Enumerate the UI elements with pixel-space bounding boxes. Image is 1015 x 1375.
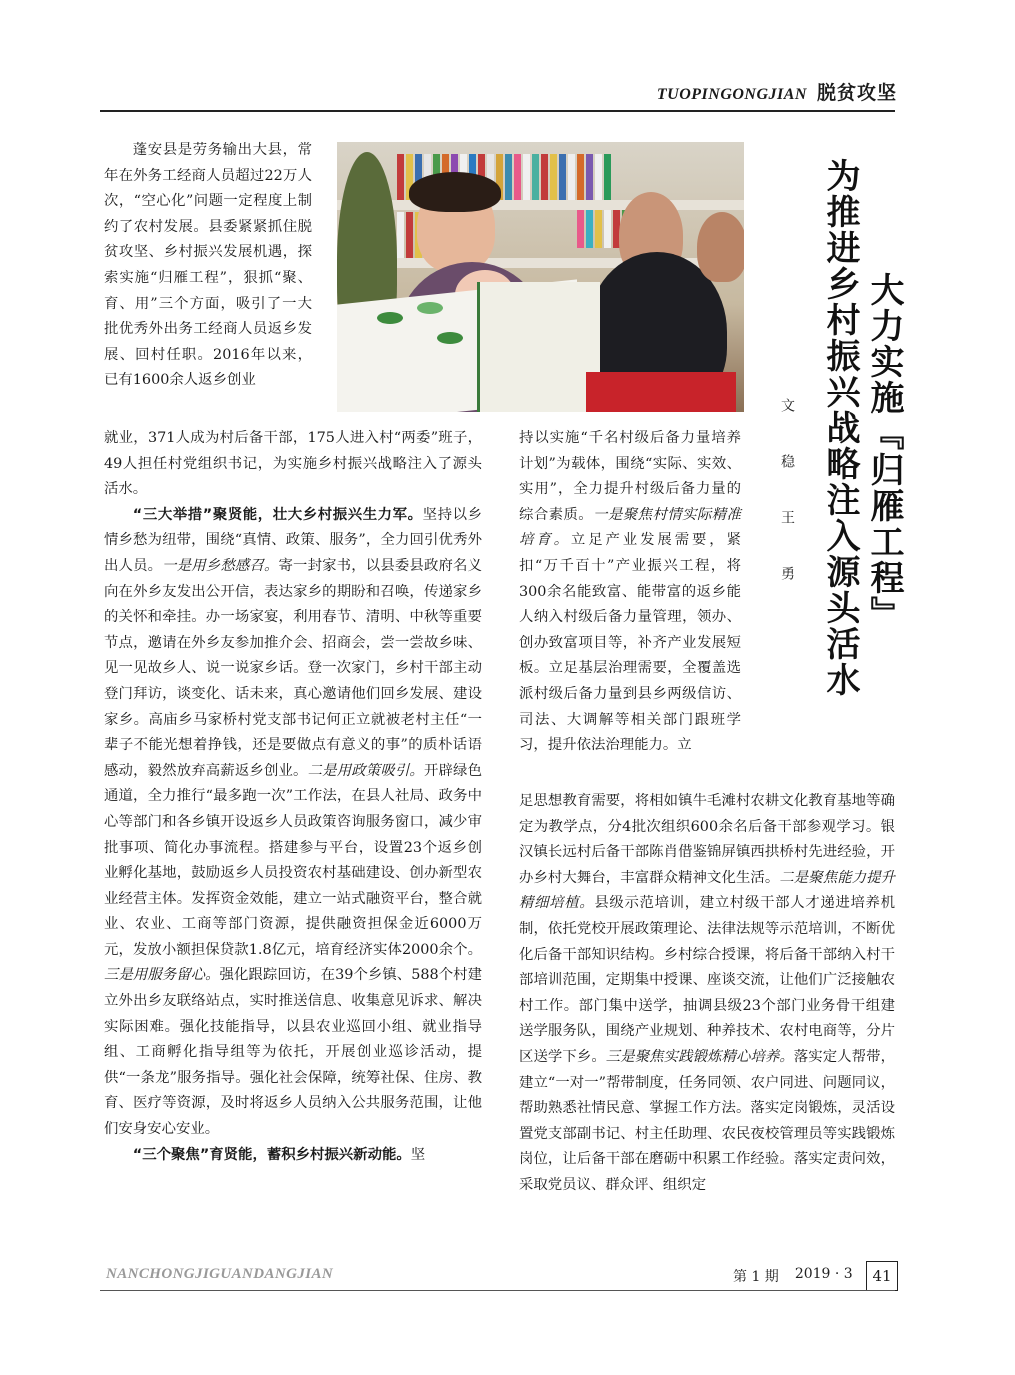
author-byline: 文 稳 王 勇 <box>779 398 795 593</box>
header-section: 脱贫攻坚 <box>816 82 897 104</box>
issue-date: 2019 · 3 <box>794 1266 853 1282</box>
issue-number: 第 1 期 <box>733 1269 779 1285</box>
footer-publication: NANCHONGJIGUANDANGJIAN <box>106 1266 334 1282</box>
header-rule <box>100 110 895 112</box>
left-column-body <box>104 426 482 1168</box>
section-heading-2: “三个聚焦”育贤能，蓄积乡村振兴新动能。 <box>132 1146 411 1163</box>
header-pinyin: TUOPINGONGJIAN <box>656 86 807 103</box>
article-subtitle: 大力实施『归雁工程』 <box>864 272 904 632</box>
article-photo <box>337 142 744 412</box>
footer-issue <box>733 1266 853 1286</box>
article-title: 为推进乡村振兴战略注入源头活水 <box>820 158 860 698</box>
intro-paragraph: 蓬安县是劳务输出大县，常年在外务工经商人员超过22万人次，“空心化”问题一定程度上制约了农村发展。县委紧紧抓住脱贫攻坚、乡村振兴发展机遇，探索实施“归雁工程”，狠抓“聚、育、用”三个方面，吸引了一大批优秀外出务工经商人员返乡发展、回村任职。2016年以来，已有1600余人返乡创业 <box>104 142 312 389</box>
page-number: 41 <box>866 1261 898 1291</box>
section-heading-1: “三大举措”聚贤能，壮大乡村振兴生力军。 <box>132 506 423 523</box>
point-heading: 二是用政策吸引。 <box>307 762 424 779</box>
right-paragraph: 持以实施“千名村级后备力量培养计划”为载体，围绕“实际、实效、实用”，全力提升村级后备力量的综合素质。一是聚焦村情实际精准培育。立足产业发展需要，紧扣“万千百十”产业振兴工程，将300余名能致富、能带富的返乡能人纳入村级后备力量管理，领办、创办致富项目等，补齐产业发展短板。立足基层治理需要，全覆盖选派村级后备力量到县乡两级信访、司法、大调解等相关部门跟班学习，提升依法治理能力。立 <box>519 430 741 754</box>
section-paragraph-1: “三大举措”聚贤能，壮大乡村振兴生力军。坚持以乡情乡愁为纽带，围绕“真情、政策、服务”，全力回引优秀外出人员。一是用乡愁感召。寄一封家书，以县委县政府名义向在外乡友发出公开信，表达家乡的期盼和召唤，传递家乡的关怀和牵挂。办一场家宴，利用春节、清明、中秋等重要节点，邀请在外乡友参加推介会、招商会，尝一尝故乡味、见一见故乡人、说一说家乡话。登一次家门，乡村干部主动登门拜访，谈变化、话未来，真心邀请他们回乡发展、建设家乡。高庙乡马家桥村党支部书记何正立就被老村主任“一辈子不能光想着挣钱，还是要做点有意义的事”的质朴话语感动，毅然放弃高薪返乡创业。二是用政策吸引。开辟绿色通道，全力推行“最多跑一次”工作法，在县人社局、政务中心等部门和各乡镇开设返乡人员政策咨询服务窗口，减少审批事项、简化办事流程。搭建参与平台，设置23个返乡创业孵化基地，鼓励返乡人员投资农村基础建设、创办新型农业经营主体。发挥资金效能，建立一站式融资平台，整合就业、农业、工商等部门资源，提供融资担保金近6000万元，发放小额担保贷款1.8亿元，培育经济实体2000余个。三是用服务留心。强化跟踪回访，在39个乡镇、588个村建立外出乡友联络站点，实时推送信息、收集意见诉求、解决实际困难。强化技能指导，以县农业巡回小组、就业指导组、工商孵化指导组等为依托，开展创业巡诊活动，提供“一条龙”服务指导。强化社会保障，统筹社保、住房、教育、医疗等资源，及时将返乡人员纳入公共服务范围，让他们安身安心安业。 <box>104 506 482 1138</box>
section-paragraph-2: “三个聚焦”育贤能，蓄积乡村振兴新动能。坚 <box>132 1146 426 1163</box>
footer-rule <box>100 1290 895 1291</box>
point-heading: 三是用服务留心。 <box>104 967 220 984</box>
right-column-body <box>519 789 895 1199</box>
point-heading: 三是聚焦实践锻炼精心培养。 <box>605 1048 794 1065</box>
intro-column-top <box>104 138 312 394</box>
right-paragraph: 足思想教育需要，将相如镇牛毛滩村农耕文化教育基地等确定为教学点，分4批次组织600余名后备干部参观学习。银汉镇长远村后备干部陈肖借鉴锦屏镇西拱桥村先进经验，开办乡村大舞台，丰富群众精神文化生活。二是聚焦能力提升精细培植。县级示范培训，建立村级干部人才递进培养机制，依托党校开展政策理论、法律法规等示范培训，不断优化后备干部知识结构。乡村综合授课，将后备干部纳入村干部培训范围，定期集中授课、座谈交流，让他们广泛接触农村工作。部门集中送学，抽调县级23个部门业务骨干组建送学服务队，围绕产业规划、种养技术、农村电商等，分片区送学下乡。三是聚焦实践锻炼精心培养。落实定人帮带，建立“一对一”帮带制度，任务同领、农户同进、问题同议，帮助熟悉社情民意、掌握工作方法。落实定岗锻炼，灵活设置党支部副书记、村主任助理、农民夜校管理员等实践锻炼岗位，让后备干部在磨砺中积累工作经验。落实定责问效，采取党员议、群众评、组织定 <box>519 793 895 1193</box>
point-heading: 二是聚焦能力提升精细培植。 <box>519 869 895 912</box>
intro-continuation: 就业，371人成为村后备干部，175人进入村“两委”班子，49人担任村党组织书记，为实施乡村振兴战略注入了源头活水。 <box>104 430 482 498</box>
right-column-top <box>519 426 741 759</box>
running-header <box>657 78 897 105</box>
point-heading: 一是聚焦村情实际精准培育。 <box>519 506 741 549</box>
point-heading: 一是用乡愁感召。 <box>162 557 279 574</box>
